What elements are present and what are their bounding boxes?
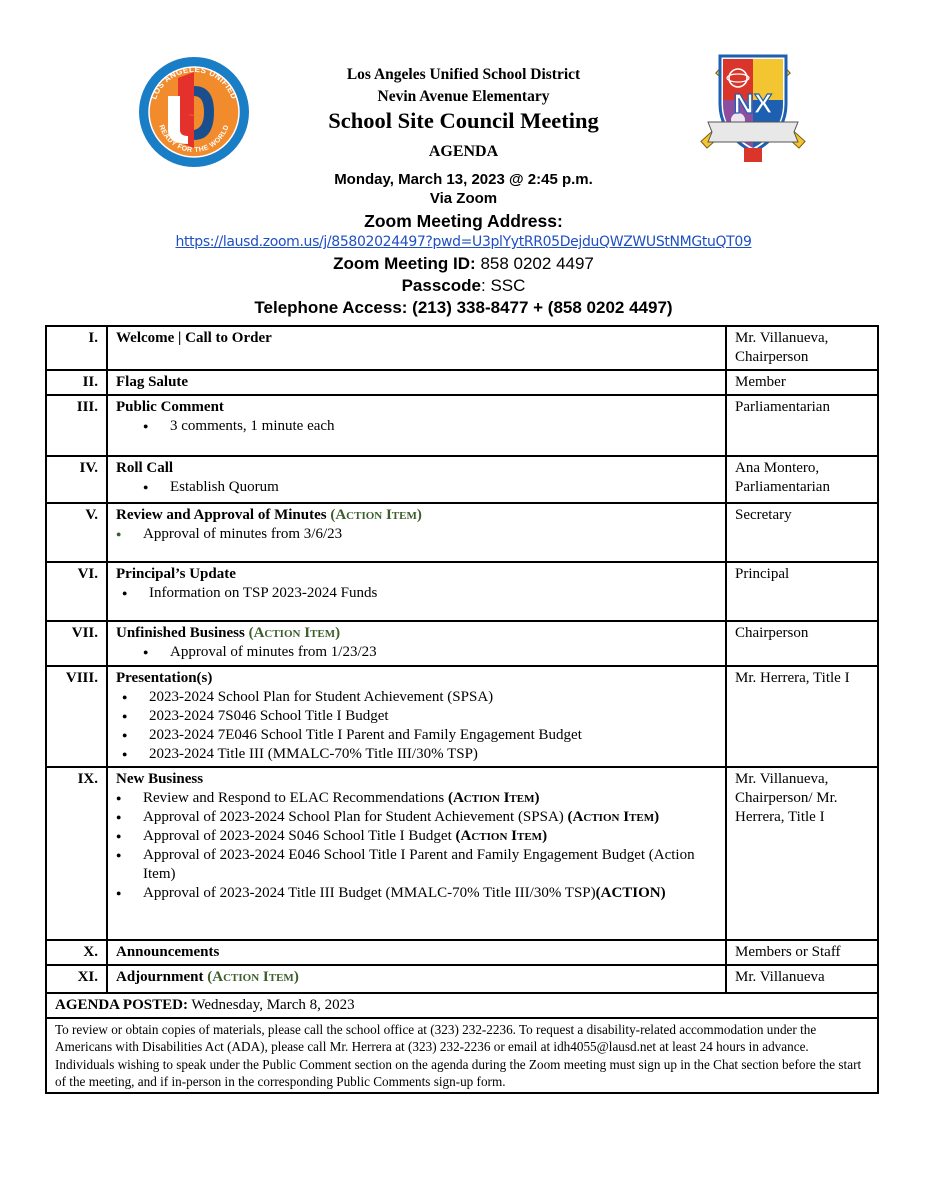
zoom-address-label: Zoom Meeting Address: — [364, 211, 563, 231]
list-item: ● Approval of 2023-2024 E046 School Title I Parent and Family Engagement Budget (Action Item) — [116, 846, 725, 884]
agenda-row — [46, 456, 878, 503]
item-number: VI. — [46, 562, 107, 621]
item-number: V. — [46, 503, 107, 562]
telephone-access: Telephone Access: (213) 338-8477 + (858 0202 4497) — [254, 298, 673, 317]
agenda-row: VII. Unfinished Business (Action Item) ● Approval of minutes from 1/23/23 Chairperson — [46, 621, 878, 666]
item-number: VII. — [46, 621, 107, 666]
action-item-tag: Action Item — [452, 790, 535, 806]
item-presenter: Principal — [726, 562, 878, 621]
item-presenter: Mr. Villanueva, Chairperson — [726, 326, 878, 370]
list-item: ● 2023-2024 Title III (MMALC-70% Title III/30% TSP) — [116, 745, 725, 764]
agenda-row — [46, 940, 878, 965]
list-item: ● Approval of 2023-2024 S046 School Title I Budget (Action Item) — [116, 827, 725, 846]
zoom-id-label: Zoom Meeting ID: — [333, 254, 476, 273]
item-presenter: Chairperson — [726, 621, 878, 666]
item-title: Review and Approval of Minutes — [116, 507, 327, 523]
zoom-id-line — [0, 254, 927, 274]
list-item: ● 2023-2024 7E046 School Title I Parent and Family Engagement Budget — [116, 726, 725, 745]
meeting-venue: Via Zoom — [429, 190, 498, 207]
passcode-label: Passcode — [401, 276, 481, 295]
item-title: Principal’s Update — [116, 566, 236, 582]
accessibility-note: To review or obtain copies of materials, please call the school office at (323) 232-2236. To request a disability-related accommodation under the Americans with Disabilities Act (ADA), please call Mr. Herrera at (323) 232-2236 or email at idh4055@lausd.net at least 24 hours in advance. Individuals wishing to speak under the Public Comment section on the agenda during the Zoom meeting must sign up in the Chat section before the start of the meeting, and if in-person in the corresponding Public Comments sign-up form. — [46, 1018, 878, 1093]
zoom-meeting-link[interactable]: https://lausd.zoom.us/j/85802024497?pwd=U3plYytRR05DejduQWZWUStNMGtuQT09 — [175, 234, 752, 250]
agenda-row — [46, 666, 878, 767]
agenda-posted-row — [46, 993, 878, 1018]
item-title: Welcome | Call to Order — [116, 330, 272, 346]
list-item: ● Approval of minutes from 3/6/23 — [116, 525, 725, 544]
district-name: Los Angeles Unified School District — [346, 66, 581, 83]
item-title: Announcements — [116, 944, 220, 960]
list-item: ● 2023-2024 7S046 School Title I Budget — [116, 707, 725, 726]
action-tag-upper: (ACTION) — [595, 885, 666, 901]
item-presenter: Member — [726, 370, 878, 395]
list-item-text: Approval of 2023-2024 School Plan for Student Achievement (SPSA) — [143, 809, 564, 825]
item-presenter: Mr. Villanueva, Chairperson/ Mr. Herrera, Title I — [726, 767, 878, 940]
logo-letters: LAUSD — [188, 113, 200, 117]
item-presenter: Secretary — [726, 503, 878, 562]
item-title: Presentation(s) — [116, 670, 213, 686]
list-item: ● Approval of minutes from 1/23/23 — [116, 643, 725, 662]
list-item: ● Information on TSP 2023-2024 Funds — [116, 584, 725, 603]
agenda-table — [45, 325, 879, 1094]
logo-bottom-text: READY FOR THE WORLD — [157, 124, 231, 155]
action-item-tag: Action Item — [460, 828, 543, 844]
item-presenter: Parliamentarian — [726, 395, 878, 456]
item-presenter: Members or Staff — [726, 940, 878, 965]
item-presenter: Mr. Herrera, Title I — [726, 666, 878, 767]
list-item-text: Approval of 2023-2024 S046 School Title I Budget — [143, 828, 452, 844]
item-presenter: Mr. Villanueva — [726, 965, 878, 993]
item-number: III. — [46, 395, 107, 456]
posted-date: Wednesday, March 8, 2023 — [191, 997, 355, 1013]
item-title: Adjournment — [116, 969, 204, 985]
item-title: Public Comment — [116, 399, 224, 415]
zoom-id-value: 858 0202 4497 — [480, 254, 594, 273]
item-number: IV. — [46, 456, 107, 503]
agenda-row — [46, 370, 878, 395]
action-item-tag: Action Item — [253, 625, 336, 641]
agenda-row: V. Review and Approval of Minutes (Action Item) ● Approval of minutes from 3/6/23 Secretary — [46, 503, 878, 562]
action-item-tag: Action Item — [212, 969, 294, 985]
list-item: ● 3 comments, 1 minute each — [116, 417, 725, 436]
item-number: VIII. — [46, 666, 107, 767]
item-number: I. — [46, 326, 107, 370]
agenda-row — [46, 562, 878, 621]
list-item: ● Approval of 2023-2024 School Plan for Student Achievement (SPSA) (Action Item) — [116, 808, 725, 827]
item-title: Unfinished Business — [116, 625, 245, 641]
meeting-date: Monday, March 13, 2023 @ 2:45 p.m. — [334, 171, 593, 188]
item-number: II. — [46, 370, 107, 395]
agenda-heading: AGENDA — [428, 143, 499, 160]
logo-arc-text: LOS ANGELES UNIFIED — [149, 64, 239, 101]
item-title: New Business — [116, 771, 204, 787]
item-number: XI. — [46, 965, 107, 993]
posted-label: AGENDA POSTED: — [55, 997, 188, 1013]
list-item: ● Review and Respond to ELAC Recommendations (Action Item) — [116, 789, 725, 808]
crest-letters: NX — [733, 88, 773, 119]
list-item — [116, 884, 725, 903]
meeting-title: School Site Council Meeting — [328, 108, 599, 133]
accessibility-note-row — [46, 1018, 878, 1093]
agenda-row — [46, 326, 878, 370]
item-title: Flag Salute — [116, 374, 189, 390]
agenda-row: XI. Adjournment (Action Item) Mr. Villanueva — [46, 965, 878, 993]
agenda-row — [46, 395, 878, 456]
passcode-value: SSC — [490, 276, 526, 295]
action-item-tag: Action Item — [572, 809, 655, 825]
agenda-row — [46, 767, 878, 940]
item-number: X. — [46, 940, 107, 965]
list-item-text: Approval of 2023-2024 Title III Budget (MMALC-70% Title III/30% TSP) — [143, 885, 596, 901]
item-presenter: Ana Montero, Parliamentarian — [726, 456, 878, 503]
school-name: Nevin Avenue Elementary — [377, 88, 550, 105]
item-number: IX. — [46, 767, 107, 940]
list-item: ● Establish Quorum — [116, 478, 725, 497]
list-item-text: Review and Respond to ELAC Recommendations — [143, 790, 445, 806]
passcode-line: Passcode: SSC — [401, 276, 526, 295]
action-item-tag: Action Item — [335, 507, 417, 523]
item-title: Roll Call — [116, 460, 174, 476]
list-item: ● 2023-2024 School Plan for Student Achievement (SPSA) — [116, 688, 725, 707]
